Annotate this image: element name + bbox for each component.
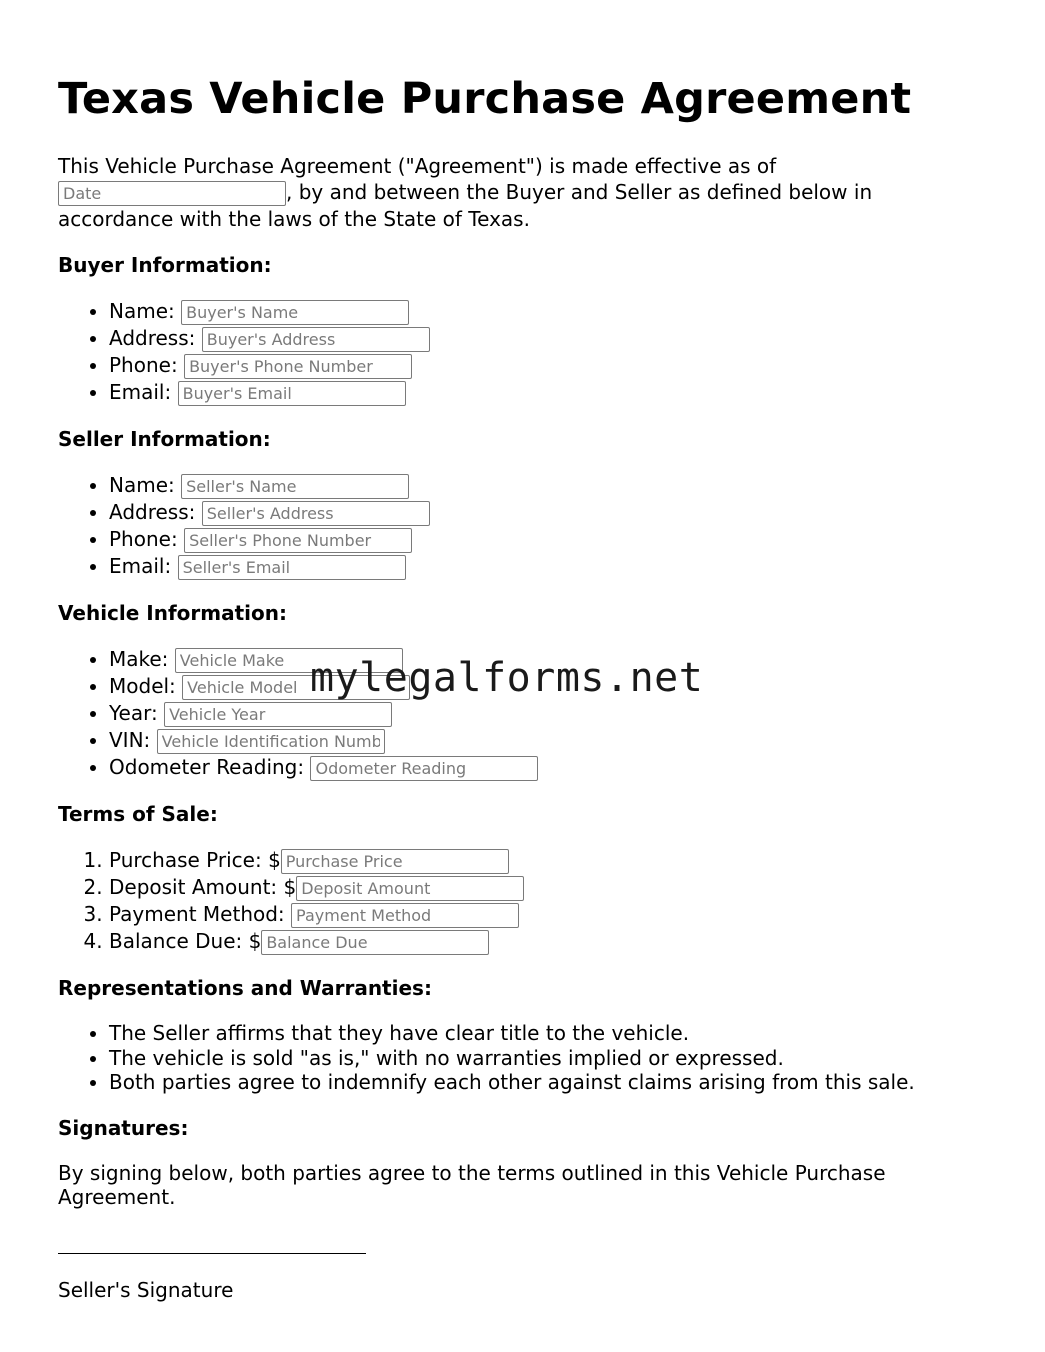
purchase-price-input[interactable] [281, 849, 509, 874]
vehicle-vin-input[interactable] [157, 729, 385, 754]
seller-signature-line [58, 1253, 366, 1254]
vehicle-odometer-input[interactable] [310, 756, 538, 781]
balance-due-label: Balance Due: $ [109, 929, 262, 953]
vehicle-odometer-label: Odometer Reading: [109, 755, 305, 779]
seller-section-heading: Seller Information: [58, 427, 271, 451]
warranties-list [58, 1021, 988, 1095]
purchase-price-item [109, 847, 988, 874]
buyer-address-label: Address: [109, 326, 196, 350]
seller-phone-input[interactable] [184, 528, 412, 553]
seller-phone-item [109, 526, 988, 553]
buyer-field-list [58, 298, 988, 406]
terms-field-list [58, 847, 988, 955]
terms-section-heading: Terms of Sale: [58, 802, 218, 826]
buyer-name-item [109, 298, 988, 325]
buyer-phone-item [109, 352, 988, 379]
deposit-amount-input[interactable] [296, 876, 524, 901]
seller-phone-label: Phone: [109, 527, 178, 551]
warranty-item: • Both parties agree to indemnify each other against claims arising from this sale. [109, 1070, 988, 1095]
payment-method-item [109, 901, 988, 928]
deposit-amount-label: Deposit Amount: $ [109, 875, 297, 899]
signatures-text: By signing below, both parties agree to the terms outlined in this Vehicle Purchase Agreement. [58, 1160, 886, 1209]
seller-address-label: Address: [109, 500, 196, 524]
intro-text-after: , by and between the Buyer and Seller as defined below in accordance with the laws of the State of Texas. [58, 180, 873, 231]
intro-paragraph [58, 153, 988, 232]
seller-name-item [109, 472, 988, 499]
effective-date-input[interactable] [58, 181, 286, 206]
seller-address-input[interactable] [202, 501, 430, 526]
vehicle-section-heading: Vehicle Information: [58, 601, 287, 625]
buyer-address-item [109, 325, 988, 352]
watermark: mylegalforms.net [310, 655, 704, 701]
deposit-amount-item [109, 874, 988, 901]
seller-email-item [109, 553, 988, 580]
intro-text-before: This Vehicle Purchase Agreement ("Agreement") is made effective as of [58, 154, 777, 178]
agreement-document [58, 0, 988, 1303]
buyer-email-item [109, 379, 988, 406]
vehicle-year-label: Year: [109, 701, 158, 725]
signatures-section-heading: Signatures: [58, 1115, 189, 1140]
vehicle-odometer-item [109, 754, 988, 781]
buyer-section-heading: Buyer Information: [58, 253, 272, 277]
seller-signature-label: Seller's Signature [58, 1277, 234, 1302]
vehicle-year-input[interactable] [164, 702, 392, 727]
balance-due-item [109, 928, 988, 955]
balance-due-input[interactable] [261, 930, 489, 955]
vehicle-vin-item [109, 727, 988, 754]
vehicle-make-label: Make: [109, 647, 169, 671]
buyer-name-input[interactable] [181, 300, 409, 325]
vehicle-model-label: Model: [109, 674, 176, 698]
seller-field-list [58, 472, 988, 580]
purchase-price-label: Purchase Price: $ [109, 848, 281, 872]
page-title: Texas Vehicle Purchase Agreement [58, 74, 912, 124]
payment-method-input[interactable] [291, 903, 519, 928]
seller-email-input[interactable] [178, 555, 406, 580]
warranty-item: • The vehicle is sold "as is," with no warranties implied or expressed. [109, 1046, 988, 1071]
buyer-name-label: Name: [109, 299, 175, 323]
seller-name-label: Name: [109, 473, 175, 497]
warranties-section-heading: Representations and Warranties: [58, 976, 432, 1000]
buyer-email-label: Email: [109, 380, 172, 404]
payment-method-label: Payment Method: [109, 902, 285, 926]
warranty-item: • The Seller affirms that they have clear title to the vehicle. [109, 1021, 988, 1046]
seller-email-label: Email: [109, 554, 172, 578]
vehicle-year-item [109, 700, 988, 727]
seller-address-item [109, 499, 988, 526]
buyer-phone-label: Phone: [109, 353, 178, 377]
buyer-phone-input[interactable] [184, 354, 412, 379]
vehicle-vin-label: VIN: [109, 728, 151, 752]
seller-name-input[interactable] [181, 474, 409, 499]
buyer-email-input[interactable] [178, 381, 406, 406]
buyer-address-input[interactable] [202, 327, 430, 352]
